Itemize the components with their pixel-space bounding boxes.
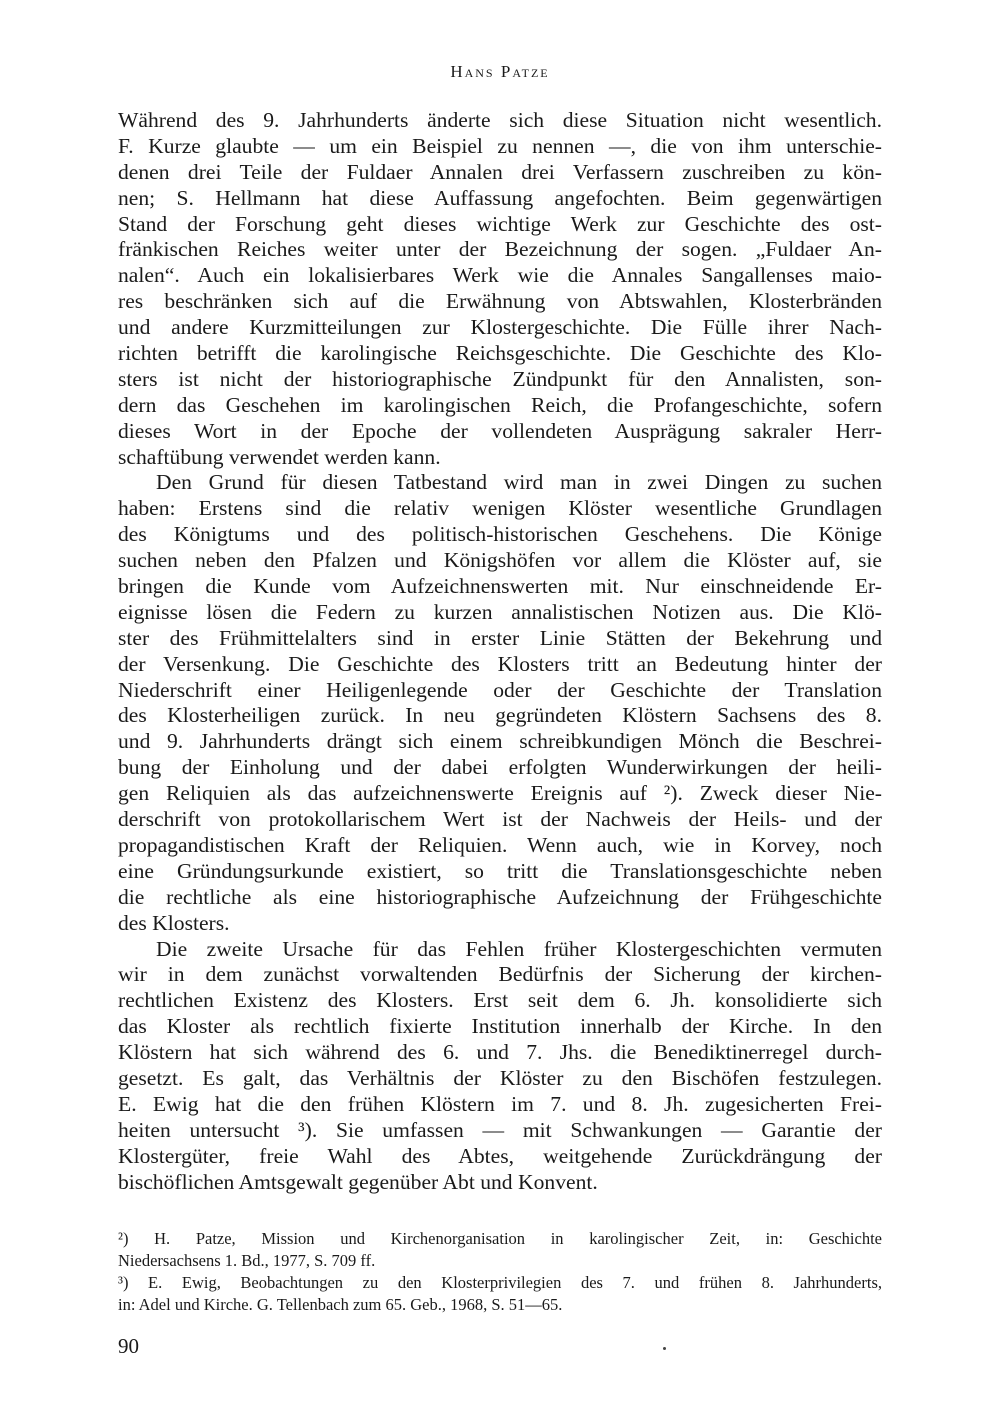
text-line: bischöflichen Amtsgewalt gegenüber Abt und Konvent.: [118, 1169, 598, 1194]
text-line: ster des Frühmittelalters sind in erster Linie Stätten der Bekehrung und: [118, 625, 882, 650]
paragraph: [118, 470, 882, 936]
footnote-line: in: Adel und Kirche. G. Tellenbach zum 65. Geb., 1968, S. 51—65.: [118, 1295, 563, 1314]
text-line: sters ist nicht der historiographische Zündpunkt für den Annalisten, son-: [118, 366, 882, 391]
text-line: des Königtums und des politisch-historischen Geschehens. Die Könige: [118, 522, 882, 547]
paragraph: [118, 937, 882, 1196]
text-line: des Klosterheiligen zurück. In neu gegründeten Klöstern Sachsens des 8.: [118, 703, 882, 728]
text-line: nen; S. Hellmann hat diese Auffassung angefochten. Beim gegenwärtigen: [118, 185, 882, 210]
text-line: gesetzt. Es galt, das Verhältnis der Klöster zu den Bischöfen festzulegen.: [118, 1065, 882, 1090]
text-line: derschrift von protokollarischem Wert ist der Nachweis der Heils- und der: [118, 807, 882, 832]
text-line: Klostergüter, freie Wahl des Abtes, weitgehende Zurückdrängung der: [118, 1143, 882, 1168]
text-line: Klöstern hat sich während des 6. und 7. Jhs. die Benediktinerregel durch-: [118, 1040, 882, 1065]
footnote: [118, 1228, 882, 1272]
text-line: fränkischen Reiches weiter unter der Bezeichnung der sogen. „Fuldaer An-: [118, 237, 882, 262]
text-line: gen Reliquien als das aufzeichnenswerte Ereignis auf ²). Zweck dieser Nie-: [118, 781, 882, 806]
text-line: res beschränken sich auf die Erwähnung von Abtswahlen, Klosterbränden: [118, 289, 882, 314]
text-line: suchen neben den Pfalzen und Königshöfen vor allem die Klöster auf, sie: [118, 548, 882, 573]
paper-speck: [663, 1347, 666, 1350]
text-line: nalen“. Auch ein lokalisierbares Werk wie die Annales Sangallenses maio-: [118, 263, 882, 288]
text-line: schaftübung verwendet werden kann.: [118, 444, 441, 469]
text-line: bringen die Kunde vom Aufzeichnenswerten mit. Nur einschneidende Er-: [118, 574, 882, 599]
text-line: Den Grund für diesen Tatbestand wird man in zwei Dingen zu suchen: [156, 470, 882, 495]
footnotes: [118, 1228, 882, 1316]
text-line: eignisse lösen die Federn zu kurzen annalistischen Notizen aus. Die Klö-: [118, 599, 882, 624]
text-line: heiten untersucht ³). Sie umfassen — mit Schwankungen — Garantie der: [118, 1117, 882, 1142]
text-line: E. Ewig hat die den frühen Klöstern im 7. und 8. Jh. zugesicherten Frei-: [118, 1091, 882, 1116]
text-line: Stand der Forschung geht dieses wichtige Werk zur Geschichte des ost-: [118, 211, 882, 236]
body-text: [118, 108, 882, 1195]
text-line: Während des 9. Jahrhunderts änderte sich diese Situation nicht wesentlich.: [118, 108, 882, 132]
text-line: und andere Kurzmitteilungen zur Klostergeschichte. Die Fülle ihrer Nach-: [118, 315, 882, 340]
page-number: 90: [118, 1334, 139, 1358]
text-line: und 9. Jahrhunderts drängt sich einem schreibkundigen Mönch die Beschrei-: [118, 729, 882, 754]
text-line: dieses Wort in der Epoche der vollendeten Ausprägung sakraler Herr-: [118, 418, 882, 443]
text-line: der Versenkung. Die Geschichte des Klosters tritt an Bedeutung hinter der: [118, 651, 882, 676]
text-line: bung der Einholung und der dabei erfolgten Wunderwirkungen der heili-: [118, 755, 882, 780]
text-line: Niederschrift einer Heiligenlegende oder der Geschichte der Translation: [118, 677, 882, 702]
text-line: propagandistischen Kraft der Reliquien. Wenn auch, wie in Korvey, noch: [118, 832, 882, 857]
footnote-line: Niedersachsens 1. Bd., 1977, S. 709 ff.: [118, 1251, 376, 1270]
paragraph: [118, 108, 882, 470]
footnote: [118, 1272, 882, 1316]
text-line: des Klosters.: [118, 910, 230, 935]
text-line: F. Kurze glaubte — um ein Beispiel zu nennen —, die von ihm unterschie-: [118, 133, 882, 158]
text-line: dern das Geschehen im karolingischen Reich, die Profangeschichte, sofern: [118, 392, 882, 417]
text-line: rechtlichen Existenz des Klosters. Erst seit dem 6. Jh. konsolidierte sich: [118, 988, 882, 1013]
footnote-line: ²) H. Patze, Mission und Kirchenorganisation in karolingischer Zeit, in: Geschichte: [118, 1229, 882, 1248]
text-line: richten betrifft die karolingische Reichsgeschichte. Die Geschichte des Klo-: [118, 341, 882, 366]
running-head: Hans Patze: [450, 62, 550, 81]
text-line: eine Gründungsurkunde existiert, so tritt die Translationsgeschichte neben: [118, 858, 882, 883]
text-line: die rechtliche als eine historiographische Aufzeichnung der Frühgeschichte: [118, 884, 882, 909]
text-line: denen drei Teile der Fuldaer Annalen drei Verfassern zuschreiben zu kön-: [118, 159, 882, 184]
text-line: Die zweite Ursache für das Fehlen früher Klostergeschichten vermuten: [156, 936, 882, 961]
footnote-line: ³) E. Ewig, Beobachtungen zu den Klosterprivilegien des 7. und frühen 8. Jahrhunderts,: [118, 1273, 882, 1292]
text-line: das Kloster als rechtlich fixierte Institution innerhalb der Kirche. In den: [118, 1014, 882, 1039]
text-line: wir in dem zunächst vorwaltenden Bedürfnis der Sicherung der kirchen-: [118, 962, 882, 987]
text-line: haben: Erstens sind die relativ wenigen Klöster wesentliche Grundlagen: [118, 496, 882, 521]
